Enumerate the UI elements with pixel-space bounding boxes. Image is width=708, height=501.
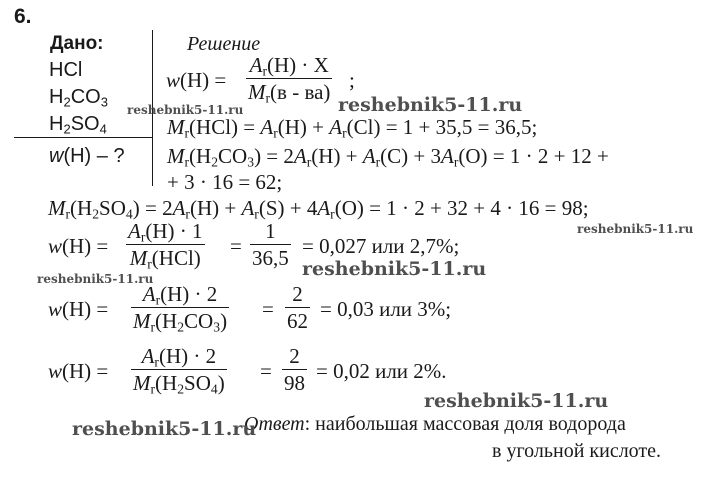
answer-text-1: : наибольшая массовая доля водорода — [304, 413, 626, 435]
calc2-fraction-values — [285, 284, 310, 332]
calc2-result: = 0,03 или 3%; — [320, 297, 452, 321]
given-item-hcl: HCl — [49, 59, 83, 81]
watermark: reshebnik5-11.ru — [424, 390, 609, 412]
watermark: reshebnik5-11.ru — [127, 103, 244, 117]
formula-lhs: w(H) = — [166, 68, 227, 92]
answer-line-1 — [244, 414, 626, 434]
watermark: reshebnik5-11.ru — [302, 258, 487, 280]
calc1-numerator: $A_r(H) \cdot 1$ — [128, 219, 203, 245]
calc1-denominator: $M_r(HCl)$ — [129, 246, 201, 272]
fraction-bar — [282, 369, 307, 370]
molar-mass-h2co3-cont: + 3 · 16 = 62; — [167, 170, 283, 194]
fraction-bar — [126, 244, 205, 245]
calc2-equals: = — [262, 297, 274, 321]
watermark: reshebnik5-11.ru — [577, 222, 694, 236]
formula-tail: ; — [349, 68, 355, 92]
given-title: Дано: — [50, 33, 104, 54]
fraction-bar — [285, 307, 310, 308]
watermark: reshebnik5-11.ru — [338, 94, 523, 116]
fraction-bar — [131, 307, 229, 308]
molar-mass-h2so4: $M_r(H_2SO_4) = 2A_r(H) + A_r(S) + 4A_r(O) = 1 \cdot 2 + 32 + 4 \cdot 16 = 98$; — [48, 196, 589, 222]
calc3-num-value: 2 — [289, 344, 300, 368]
molar-mass-h2co3: $M_r(H_2CO_3) = 2A_r(H) + A_r(C) + 3A_r(O) = 1 \cdot 2 + 12$ + — [167, 144, 609, 170]
calc2-lhs: w(H) = — [48, 297, 109, 321]
calc1-fraction — [126, 219, 205, 272]
given-item-h2co3: $H_2CO_3$ — [49, 86, 108, 110]
calc3-lhs: w(H) = — [48, 359, 109, 383]
given-item-h2so4: $H_2SO_4$ — [49, 113, 107, 137]
calc2-fraction — [131, 282, 229, 335]
find-label: w(H) – ? — [49, 145, 125, 167]
molar-mass-hcl: $M_r(HCl) = A_r(H) + A_r(Cl) = 1 + 35,5 = 36,5$; — [167, 115, 538, 141]
formula-denominator: $M_r(в - ва)$ — [248, 80, 331, 106]
answer-line-2: в угольной кислоте. — [492, 440, 662, 462]
calc1-num-value: 1 — [265, 219, 276, 243]
calc2-numerator: $A_r(H) \cdot 2$ — [142, 282, 218, 308]
solution-title: Решение — [187, 33, 261, 55]
calc1-lhs: w(H) = — [48, 234, 109, 258]
watermark: reshebnik5-11.ru — [72, 418, 257, 440]
calc3-numerator: $A_r(H) \cdot 2$ — [141, 344, 217, 370]
fraction-bar — [131, 369, 227, 370]
calc3-equals: = — [260, 359, 272, 383]
calc2-num-value: 2 — [292, 282, 303, 306]
calc3-denominator: $M_r(H_2SO_4)$ — [133, 371, 225, 397]
calc3-result: = 0,02 или 2%. — [316, 359, 447, 383]
calc1-fraction-values — [250, 221, 291, 269]
calc1-equals: = — [230, 234, 242, 258]
calc3-fraction — [131, 344, 227, 397]
calc3-den-value: 98 — [284, 371, 305, 396]
calc1-den-value: 36,5 — [252, 246, 289, 271]
given-divider-horizontal — [14, 137, 153, 138]
fraction-bar — [250, 244, 291, 245]
calc2-denominator: $M_r(H_2CO_3)$ — [133, 309, 228, 335]
fraction-bar — [246, 78, 332, 79]
calc1-result: = 0,027 или 2,7%; — [302, 234, 460, 258]
watermark: reshebnik5-11.ru — [37, 272, 154, 286]
problem-number: 6. — [14, 5, 32, 28]
formula-numerator: $A_r(H) \cdot X$ — [249, 53, 329, 79]
calc2-den-value: 62 — [287, 309, 308, 334]
calc3-fraction-values — [282, 346, 307, 394]
formula-fraction — [246, 53, 332, 106]
answer-label: Ответ — [244, 413, 305, 435]
